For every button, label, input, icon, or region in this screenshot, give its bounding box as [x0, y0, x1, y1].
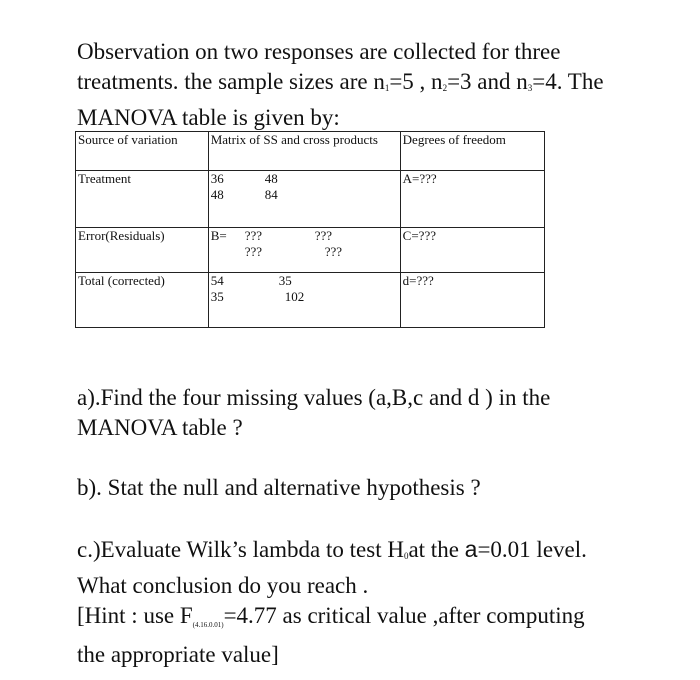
header-df: Degrees of freedom: [400, 132, 544, 171]
question-c-text-c: =0.01 level.: [477, 537, 587, 562]
intro-line-1: Observation on two responses are collected for three: [77, 39, 561, 64]
matrix-cell: [208, 171, 400, 228]
question-c-text-b: at the: [408, 537, 465, 562]
matrix-cell: [208, 228, 400, 273]
intro-text-d: =4. The: [532, 69, 604, 94]
intro-text-b: =5 , n: [389, 69, 443, 94]
matrix-value: ???: [244, 228, 263, 243]
source-cell: Error(Residuals): [76, 228, 209, 273]
question-c-line-3: [77, 601, 677, 640]
df-cell: A=???: [400, 171, 544, 228]
matrix-value: ???: [314, 228, 333, 243]
intro-text-a: treatments. the sample sizes are n: [77, 69, 385, 94]
matrix-value: 84: [264, 187, 278, 202]
question-b-line-1: b). Stat the null and alternative hypothesis ?: [77, 475, 481, 500]
alpha-symbol: a: [464, 536, 478, 562]
question-b: [77, 473, 677, 503]
table-row-total: [76, 273, 545, 328]
df-cell: C=???: [400, 228, 544, 273]
source-cell: Treatment: [76, 171, 209, 228]
matrix-value: 102: [284, 289, 305, 304]
question-c-line-1: [77, 534, 677, 571]
matrix-value: ???: [324, 244, 343, 259]
intro-text-c: =3 and n: [447, 69, 528, 94]
matrix-cell: [208, 273, 400, 328]
header-matrix: Matrix of SS and cross products: [208, 132, 400, 171]
source-cell: Total (corrected): [76, 273, 209, 328]
matrix-value: 48: [210, 187, 224, 202]
subscript-2: 2: [442, 83, 448, 93]
ss-matrix-treatment: [211, 171, 398, 205]
matrix-value: 35: [278, 273, 292, 288]
intro-line-3: MANOVA table is given by:: [77, 105, 340, 130]
question-c: [77, 534, 677, 670]
hint-text-b: =4.77 as critical value ,after computing: [223, 603, 585, 628]
matrix-value: 35: [210, 289, 224, 304]
subscript-zero: 0: [403, 551, 409, 561]
table-header-row: [76, 132, 545, 171]
question-c-text-a: c.)Evaluate Wilk’s lambda to test H: [77, 537, 404, 562]
matrix-value: 36: [210, 171, 224, 186]
question-a-line-2: MANOVA table ?: [77, 415, 243, 440]
hint-text-a: [Hint : use F: [77, 603, 193, 628]
df-cell: d=???: [400, 273, 544, 328]
problem-intro: [77, 37, 677, 133]
subscript-1: 1: [384, 83, 390, 93]
subscript-3: 3: [527, 83, 533, 93]
header-source: Source of variation: [76, 132, 209, 171]
manova-table: [75, 131, 545, 328]
ss-matrix-error: [211, 228, 398, 262]
matrix-value: 48: [264, 171, 278, 186]
intro-line-2: [77, 67, 677, 103]
question-c-line-4: the appropriate value]: [77, 642, 279, 667]
table-row-treatment: [76, 171, 545, 228]
question-a-line-1: a).Find the four missing values (a,B,c and d ) in the: [77, 385, 551, 410]
table-row-error: [76, 228, 545, 273]
ss-matrix-total: [211, 273, 398, 307]
matrix-value: ???: [244, 244, 263, 259]
matrix-value: 54: [210, 273, 224, 288]
question-a: [77, 383, 677, 443]
f-subscript: (4.16.0.01): [192, 621, 224, 629]
matrix-prefix: B=: [210, 228, 227, 243]
question-c-line-2: What conclusion do you reach .: [77, 573, 369, 598]
